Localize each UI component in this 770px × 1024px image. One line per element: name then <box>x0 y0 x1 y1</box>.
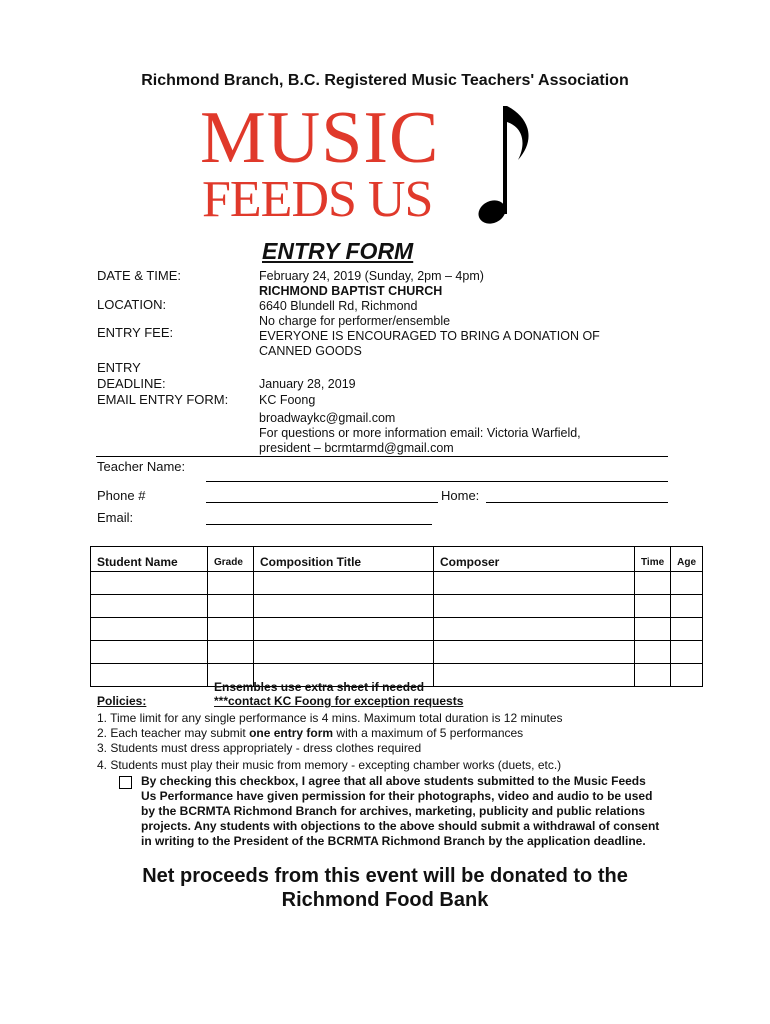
cell[interactable] <box>254 595 434 618</box>
header-composer: Composer <box>434 547 635 572</box>
entry-fee-line1: No charge for performer/ensemble <box>259 314 451 328</box>
phone-field[interactable] <box>206 502 438 503</box>
policy-item-2 <box>97 726 523 740</box>
eighth-note-icon <box>470 100 540 230</box>
phone-label: Phone # <box>97 488 146 503</box>
cell[interactable] <box>208 572 254 595</box>
logo-feeds-us-text: FEEDS US <box>202 171 433 228</box>
deadline-label-1: ENTRY <box>97 360 141 375</box>
table-header-row <box>91 547 703 572</box>
cell[interactable] <box>91 572 208 595</box>
cell[interactable] <box>671 595 703 618</box>
policy-item-2-rest: with a maximum of 5 performances <box>333 726 524 740</box>
entry-fee-line2: EVERYONE IS ENCOURAGED TO BRING A DONATION OF <box>259 329 600 343</box>
email-form-label: EMAIL ENTRY FORM: <box>97 392 229 407</box>
contact-note: ***contact KC Foong for exception requests <box>214 694 464 708</box>
location-label: LOCATION: <box>97 297 167 312</box>
cell[interactable] <box>91 618 208 641</box>
teacher-name-label: Teacher Name: <box>97 459 186 474</box>
policy-item-2-bold: one entry form <box>249 726 334 740</box>
cell[interactable] <box>91 595 208 618</box>
ensembles-note: Ensembles use extra sheet if needed <box>214 680 425 694</box>
cell[interactable] <box>671 618 703 641</box>
location-value: 6640 Blundell Rd, Richmond <box>259 299 418 313</box>
deadline-value: January 28, 2019 <box>259 377 356 391</box>
policies-label: Policies: <box>97 694 147 708</box>
home-phone-field[interactable] <box>486 502 668 503</box>
cell[interactable] <box>208 618 254 641</box>
cell[interactable] <box>434 595 635 618</box>
teacher-name-field[interactable] <box>206 481 668 482</box>
policy-item-4: 4. Students must play their music from memory - excepting chamber works (duets, etc.) <box>97 758 562 772</box>
cell[interactable] <box>671 641 703 664</box>
cell[interactable] <box>91 664 208 687</box>
date-value: February 24, 2019 (Sunday, 2pm – 4pm) <box>259 269 484 283</box>
cell[interactable] <box>254 641 434 664</box>
policy-item-2-text: 2. Each teacher may submit <box>97 726 250 740</box>
questions-line2: president – bcrmtarmd@gmail.com <box>259 441 454 455</box>
date-label: DATE & TIME: <box>97 268 182 283</box>
header-time: Time <box>635 547 671 572</box>
consent-text: By checking this checkbox, I agree that all above students submitted to the Music Feeds Us Performance have given permission for their photographs, video and audio to be used by the BCRMTA Richmond Branch for archives, marketing, publicity and public relations projects. Any students with objections to the above should submit a withdrawal of consent in writing to the President of the BCRMTA Richmond Branch by the application deadline. <box>141 774 660 848</box>
cell[interactable] <box>434 618 635 641</box>
header-student-name: Student Name <box>91 547 208 572</box>
policy-item-3: 3. Students must dress appropriately - dress clothes required <box>97 741 422 755</box>
header-composition-title: Composition Title <box>254 547 434 572</box>
header-grade: Grade <box>208 547 254 572</box>
form-title: ENTRY FORM <box>262 238 414 264</box>
cell[interactable] <box>91 641 208 664</box>
venue-name: RICHMOND BAPTIST CHURCH <box>259 284 443 298</box>
cell[interactable] <box>434 641 635 664</box>
cell[interactable] <box>635 618 671 641</box>
cell[interactable] <box>635 595 671 618</box>
cell[interactable] <box>635 664 671 687</box>
table-row <box>91 641 703 664</box>
policy-item-1: 1. Time limit for any single performance is 4 mins. Maximum total duration is 12 minutes <box>97 711 563 725</box>
entries-table <box>90 546 703 687</box>
cell[interactable] <box>434 572 635 595</box>
email-field[interactable] <box>206 524 432 525</box>
divider <box>96 456 668 457</box>
footer-line-1: Net proceeds from this event will be donated to the <box>142 865 628 887</box>
email-contact: KC Foong <box>259 393 316 407</box>
cell[interactable] <box>254 618 434 641</box>
cell[interactable] <box>254 572 434 595</box>
cell[interactable] <box>635 641 671 664</box>
email-label: Email: <box>97 510 134 525</box>
table-row <box>91 595 703 618</box>
consent-checkbox[interactable] <box>119 776 132 789</box>
entry-fee-line3: CANNED GOODS <box>259 344 362 358</box>
logo-music-text: MUSIC <box>200 97 440 179</box>
footer-line-2: Richmond Food Bank <box>281 889 489 911</box>
cell[interactable] <box>208 595 254 618</box>
home-label: Home: <box>441 488 480 503</box>
deadline-label-2: DEADLINE: <box>97 376 166 391</box>
entry-fee-label: ENTRY FEE: <box>97 325 174 340</box>
cell[interactable] <box>671 664 703 687</box>
cell[interactable] <box>208 641 254 664</box>
cell[interactable] <box>635 572 671 595</box>
cell[interactable] <box>671 572 703 595</box>
questions-line1: For questions or more information email: Victoria Warfield, <box>259 426 581 440</box>
cell[interactable] <box>434 664 635 687</box>
header-age: Age <box>671 547 703 572</box>
organization-title: Richmond Branch, B.C. Registered Music Teachers' Association <box>141 72 629 89</box>
table-row <box>91 572 703 595</box>
email-address[interactable]: broadwaykc@gmail.com <box>259 411 396 425</box>
table-row <box>91 618 703 641</box>
footer-message <box>0 864 770 912</box>
